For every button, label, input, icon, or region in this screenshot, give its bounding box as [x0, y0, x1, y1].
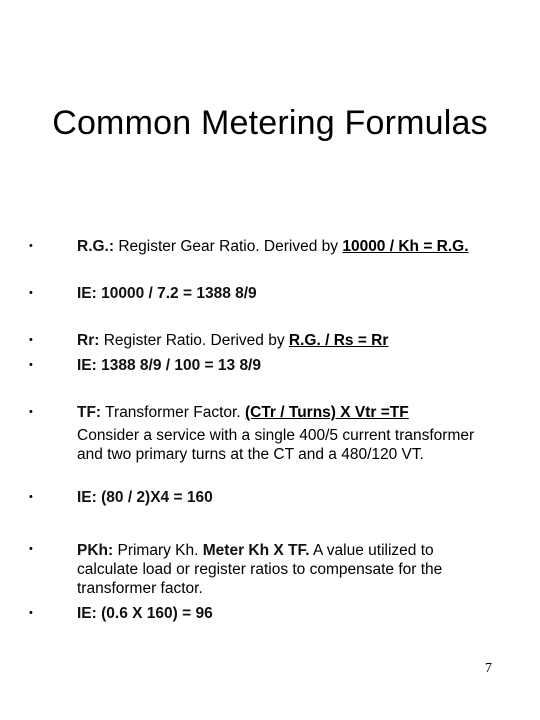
desc-rg: Register Gear Ratio. Derived by: [114, 238, 343, 255]
bullet-dot: •: [29, 406, 33, 418]
bullet-dot: •: [29, 607, 33, 619]
slide-title: Common Metering Formulas: [52, 104, 488, 142]
bullet-rg-text: [77, 238, 497, 255]
example-tf: IE: (80 / 2)X4 = 160: [77, 489, 213, 506]
term-pkh: PKh:: [77, 542, 114, 559]
page-number: 7: [485, 661, 492, 676]
bullet-dot: •: [29, 359, 33, 371]
formula-pkh: Meter Kh X TF.: [202, 542, 310, 559]
bullet-dot: •: [29, 491, 33, 503]
tf-note: Consider a service with a single 400/5 current transformer and two primary turns at the CT and a 480/120 VT.: [77, 427, 475, 463]
bullet-tf-text: [77, 404, 497, 421]
bullet-dot: •: [29, 240, 33, 252]
desc-pkh: Primary Kh.: [113, 542, 203, 559]
example-pkh: IE: (0.6 X 160) = 96: [77, 605, 213, 622]
bullet-rr-text: [77, 332, 497, 349]
example-rg: IE: 10000 / 7.2 = 1388 8/9: [77, 285, 257, 302]
term-rr: Rr:: [77, 332, 100, 349]
bullet-pkh-text: [77, 541, 487, 598]
note-pkh: A value utilized to calculate load or register ratios to compensate for the transformer factor.: [77, 542, 443, 597]
desc-tf: Transformer Factor.: [101, 404, 245, 421]
formula-rr: R.G. / Rs = Rr: [288, 332, 389, 349]
desc-rr: Register Ratio. Derived by: [99, 332, 289, 349]
formula-tf: (CTr / Turns) X Vtr =TF: [244, 404, 409, 421]
formula-rg: 10000 / Kh = R.G.: [342, 238, 469, 255]
bullet-dot: •: [29, 543, 33, 555]
bullet-dot: •: [29, 287, 33, 299]
term-rg: R.G.:: [77, 238, 115, 255]
term-tf: TF:: [77, 404, 102, 421]
bullet-dot: •: [29, 334, 33, 346]
example-rr: IE: 1388 8/9 / 100 = 13 8/9: [77, 357, 261, 374]
